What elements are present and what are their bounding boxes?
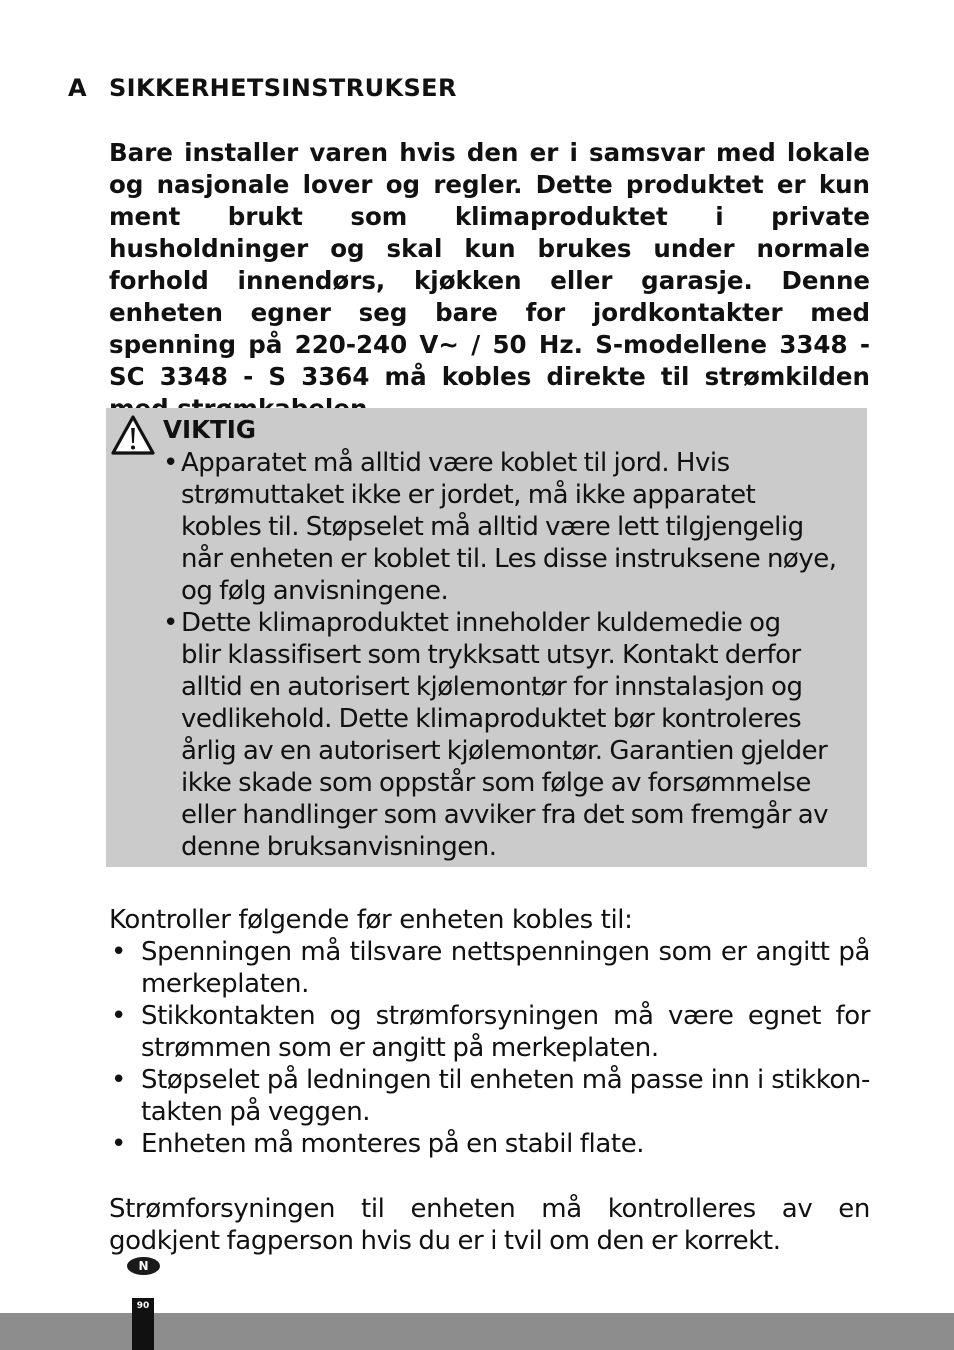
warning-item: • Apparatet må alltid være koblet til jord. Hvis strømuttaket ikke er jordet, må ikke apparatet kobles til. Støpselet må alltid være lett tilgjengelig når enheten er koblet til. Les disse instruksene nøye, og følg anvisningene.	[161, 447, 861, 607]
page-number: 90	[136, 1301, 150, 1311]
warning-heading: VIKTIG	[163, 415, 256, 444]
warning-box	[106, 408, 867, 867]
section-title: SIKKERHETSINSTRUKSER	[109, 74, 457, 102]
section-letter: A	[68, 74, 87, 102]
checklist-item: • Spenningen må tilsvare nettspenningen som er angitt på merkeplaten.	[109, 936, 870, 1000]
closing-paragraph: Strømforsyningen til enheten må kontrolleres av en godkjent fagperson hvis du er i tvil om den er korrekt.	[109, 1194, 870, 1256]
checklist-item: • Støpselet på ledningen til enheten må passe inn i stikkon-takten på veggen.	[109, 1064, 870, 1128]
checklist	[109, 936, 870, 1160]
language-badge: N	[127, 1257, 160, 1275]
intro-paragraph: Bare installer varen hvis den er i samsvar med lokale og nasjonale lover og regler. Dette produktet er kun ment brukt som klimaproduktet i private husholdninger og skal kun brukes under normale forhold innendørs, kjøkken eller garasje. Denne enheten egner seg bare for jordkontakter med spenning på 220-240 V~ / 50 Hz. S-modellene 3348 - SC 3348 - S 3364 må kobles direkte til strømkilden	[109, 138, 870, 391]
checklist-item: • Stikkontakten og strømforsyningen må være egnet for strømmen som er angitt på merkeplaten.	[109, 1000, 870, 1064]
checklist-intro: Kontroller følgende før enheten kobles til:	[109, 905, 633, 935]
warning-triangle-icon	[110, 414, 156, 456]
warning-list	[161, 447, 861, 863]
warning-item: • Dette klimaproduktet inneholder kuldemedie og blir klassifisert som trykksatt utsyr. Kontakt derfor alltid en autorisert kjølemontør for innstalasjon og vedlikehold. Dette klimaproduktet bør kontroleres årlig av en autorisert kjølemontør. Garantien gjelder ikke skade som oppstår som følge av forsømmelse eller handlinger som avviker fra det som fremgår av denne bruksanvisningen.	[161, 607, 861, 863]
checklist-item: • Enheten må monteres på en stabil flate.	[109, 1128, 870, 1160]
